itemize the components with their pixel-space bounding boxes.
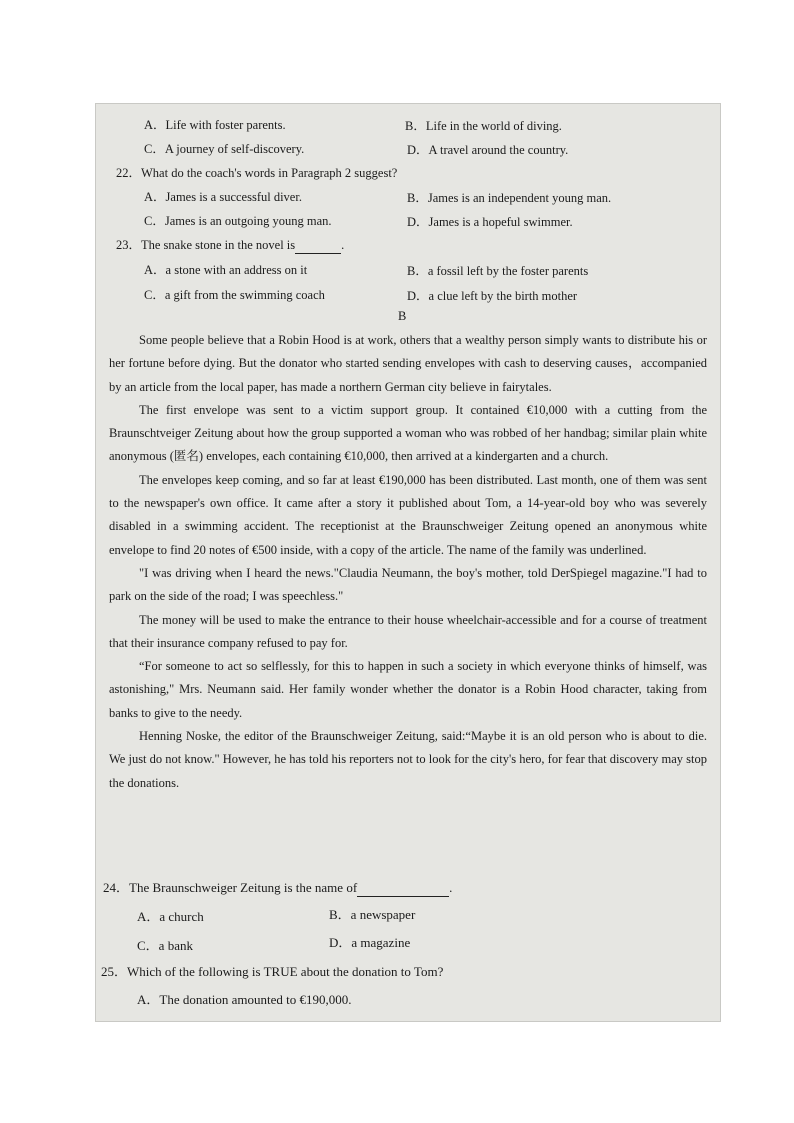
passage-paragraph: "I was driving when I heard the news."Claudia Neumann, the boy's mother, told DerSpiegel magazine."I had to park on the side of the road; I was speechless." — [109, 565, 707, 604]
passage-paragraph: The envelopes keep coming, and so far at least €190,000 has been distributed. Last month, one of them was sent to the newspaper's own office. It came after a story it published about Tom, a 14-year-old boy who was severely disabled in a swimming accident. The receptionist at the Braunschweiger Zeitung opened an anonymous white envelope to find 20 notes of €500 inside, with a copy of the article. The name of the family was underlined. — [109, 472, 707, 557]
answer-blank — [295, 238, 341, 254]
q24-stem — [103, 877, 452, 897]
q22-option-c: C．James is an outgoing young man. — [144, 214, 332, 228]
q23-option-b: B．a fossil left by the foster parents — [407, 264, 589, 278]
q22-option-d: D．James is a hopeful swimmer. — [407, 215, 573, 229]
q25-stem: 25．Which of the following is TRUE about the donation to Tom? — [101, 964, 444, 979]
q23-stem-end: . — [341, 238, 345, 252]
q23-option-a: A．a stone with an address on it — [144, 263, 308, 277]
passage-b — [109, 329, 707, 795]
q25-option-a: A．The donation amounted to €190,000. — [137, 992, 352, 1007]
q24-option-a: A．a church — [137, 909, 204, 924]
q22-option-a: A．James is a successful diver. — [144, 190, 302, 204]
q21-option-d: D．A travel around the country. — [407, 143, 569, 157]
q22-stem: 22．What do the coach's words in Paragraph 2 suggest? — [116, 166, 398, 180]
q22-option-b: B．James is an independent young man. — [407, 191, 612, 205]
q23-option-c: C．a gift from the swimming coach — [144, 288, 325, 302]
exam-page — [95, 103, 721, 1022]
passage-paragraph: Some people believe that a Robin Hood is at work, others that a wealthy person simply wants to distribute his or her fortune before dying. But the donator who started sending envelopes with cash to deserving causes，accompanied by an article from the local paper, has made a northern German city believe in fairytales. — [109, 333, 707, 394]
section-b-heading: B — [398, 309, 407, 323]
passage-paragraph: Henning Noske, the editor of the Braunschweiger Zeitung, said:“Maybe it is an old person who is about to die. We just do not know." However, he has told his reporters not to look for the city's hero, for fear that discovery may stop the donations. — [109, 729, 707, 790]
q24-option-b: B．a newspaper — [329, 907, 416, 922]
passage-paragraph: The money will be used to make the entrance to their house wheelchair-accessible and for a course of treatment that their insurance company refused to pay for. — [109, 612, 707, 650]
passage-paragraph: “For someone to act so selflessly, for this to happen in such a society in which everyone thinks of himself, was astonishing," Mrs. Neumann said. Her family wonder whether the donator is a Robin Hood character, taking from banks to give to the needy. — [109, 659, 707, 720]
q21-option-c: C．A journey of self-discovery. — [144, 142, 305, 156]
q24-stem-text: 24．The Braunschweiger Zeitung is the name of — [103, 880, 358, 895]
q24-option-c: C．a bank — [137, 938, 193, 953]
q21-option-a: A．Life with foster parents. — [144, 118, 286, 132]
q21-option-b: B．Life in the world of diving. — [405, 119, 562, 133]
answer-blank — [357, 880, 449, 897]
q23-stem — [116, 235, 344, 254]
q24-option-d: D．a magazine — [329, 935, 411, 950]
q23-stem-text: 23．The snake stone in the novel is — [116, 238, 296, 252]
q24-stem-end: . — [449, 880, 453, 895]
q23-option-d: D．a clue left by the birth mother — [407, 289, 578, 303]
passage-paragraph: The first envelope was sent to a victim support group. It contained €10,000 with a cutting from the Braunschtveiger Zeitung about how the group supported a woman who was robbed of her handbag; similar plain white anonymous (匿名) envelopes, each containing €10,000, then arrived at a kindergarten and a church. — [109, 402, 707, 464]
